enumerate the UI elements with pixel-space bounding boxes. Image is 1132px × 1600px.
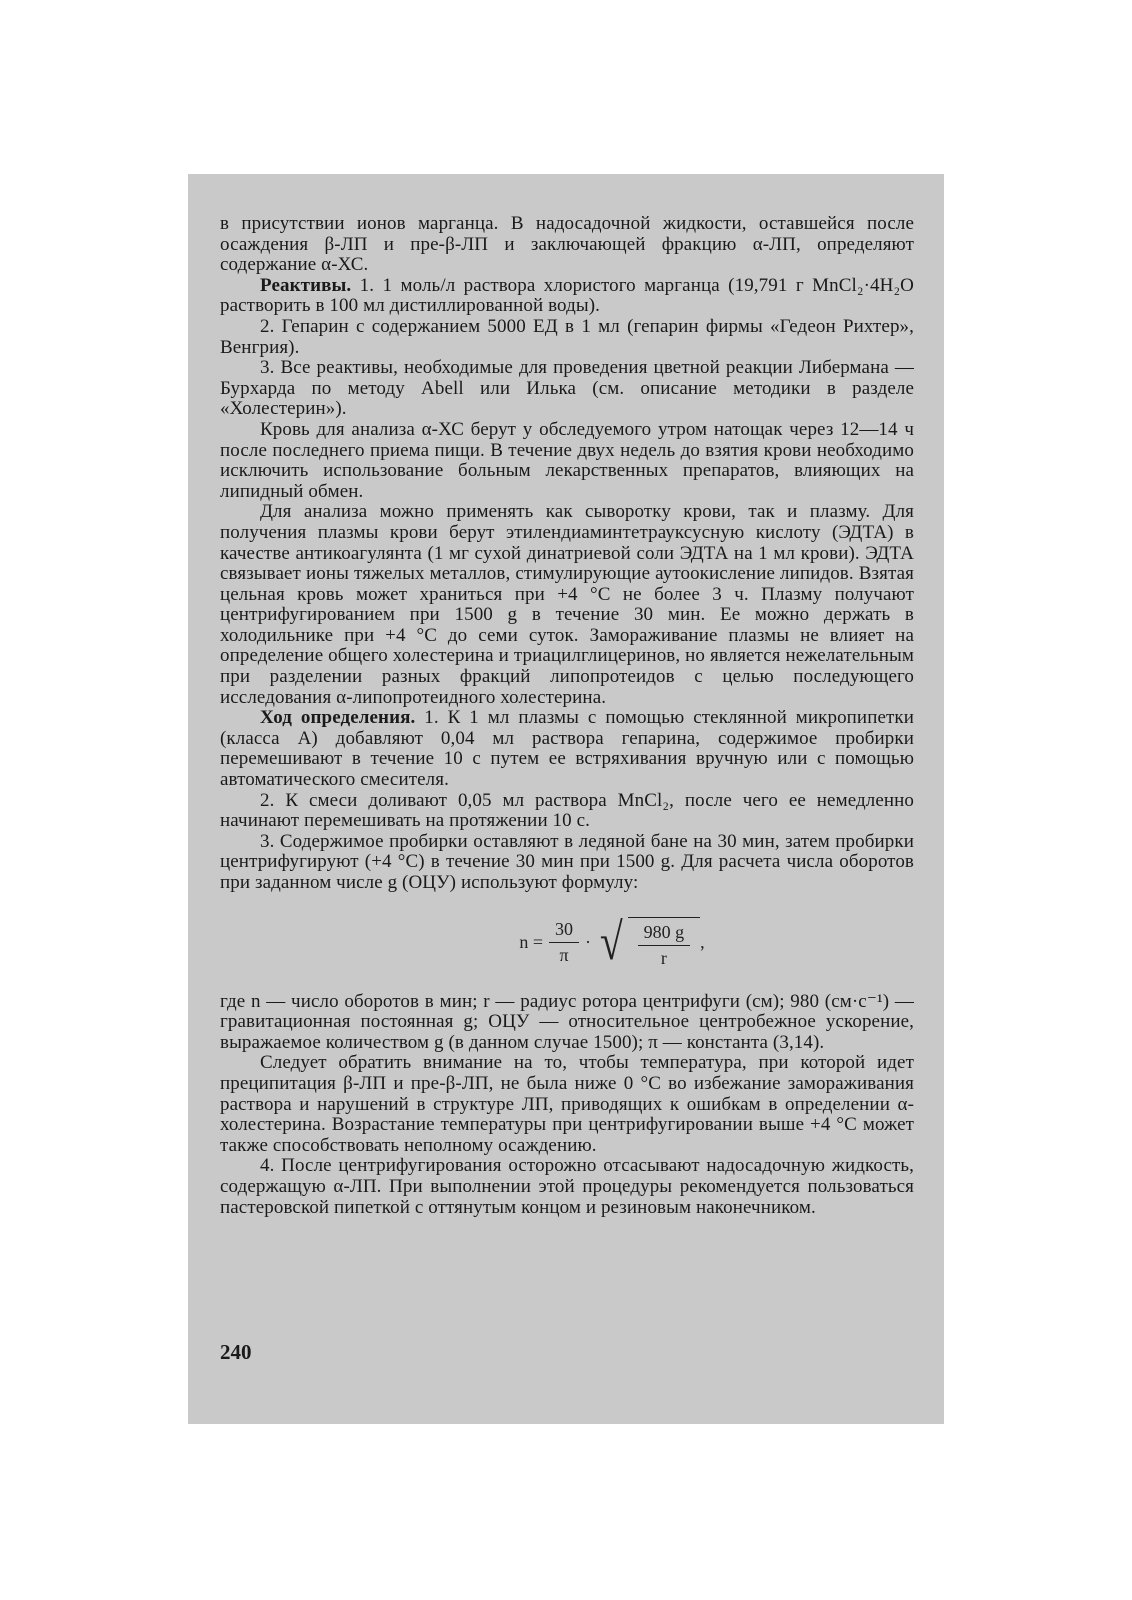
paragraph-procedure-1: Ход определения. 1. К 1 мл плазмы с помощью стеклянной микропипетки (класса А) добавляют 0,04 мл раствора гепарина, содержимое пробирки перемешивают в течение 10 с путем ее встряхивания вручную или с помощью автоматического смесителя.: [220, 707, 915, 791]
paragraph-procedure-4: 4. После центрифугирования осторожно отсасывают надосадочную жидкость, содержащую α-ЛП. При выполнении этой процедуры рекомендуется пользоваться пастеровской пипеткой с оттянутым концом и резиновым наконечником.: [220, 1155, 914, 1218]
paragraph-intro: в присутствии ионов марганца. В надосадочной жидкости, оставшейся после осаждения β-ЛП и пре-β-ЛП и заключающей фракцию α-ЛП, определяют содержание α-ХС.: [220, 213, 914, 276]
paragraph-plasma: Для анализа можно применять как сыворотку крови, так и плазму. Для получения плазмы крови берут этилендиаминтетрауксусную кислоту (ЭДТА) в качестве антикоагулянта (1 мг сухой динатриевой соли ЭДТА на 1 мл крови). ЭДТА связывает ионы тяжелых металлов, стимулирующие аутоокисление липидов. Взятая цельная кровь может храниться при +4 °С не более 3 ч. Плазму получают центрифугированием при 1500 g в течение 30 мин. Ее можно держать в холодильнике при +4 °С до семи суток. Замораживание плазмы не влияет на определение общего холестерина и триацилглицеринов, но является нежелательным при разделении разных фракций липопротеидов с целью последующего исследования α-липопротеидного холестерина.: [220, 501, 914, 708]
formula-fraction-denominator: π: [559, 945, 569, 966]
formula-lhs: n =: [519, 932, 544, 953]
rpm-formula: [310, 900, 914, 986]
sqrt-icon: √: [599, 913, 623, 971]
formula-sqrt-denominator: r: [660, 947, 667, 968]
paragraph-temperature-note: Следует обратить внимание на то, чтобы температура, при которой идет преципитация β-ЛП и пре-β-ЛП, не была ниже 0 °С во избежание замораживания раствора и нарушений в структуре ЛП, приводящих к ошибкам в определении α-холестерина. Возрастание температуры при центрифугировании выше +4 °С может также способствовать неполному осаждению.: [220, 1052, 914, 1156]
formula-fraction: [549, 919, 579, 966]
paragraph-procedure-3: 3. Содержимое пробирки оставляют в ледяной бане на 30 мин, затем пробирки центрифугируют (+4 °С) в течение 30 мин при 1500 g. Для расчета числа оборотов при заданном числе g (ОЦУ) используют формулу:: [220, 830, 914, 893]
paragraph-blood-sampling: Кровь для анализа α-ХС берут у обследуемого утром натощак через 12—14 ч после последнего приема пищи. В течение двух недель до взятия крови необходимо исключить использование больным лекарственных препаратов, влияющих на липидный обмен.: [220, 418, 914, 502]
formula-sqrt-numerator: 980 g: [638, 922, 691, 946]
page-number: 240: [220, 1340, 252, 1364]
formula-sqrt-fraction: [638, 922, 691, 969]
paragraph-formula-legend: где n — число оборотов в мин; r — радиус ротора центрифуги (см); 980 (см·с⁻¹) — гравитационная постоянная g; ОЦУ — относительное центробежное ускорение, выражаемое количеством g (в данном случае 1500); π — константа (3,14).: [220, 990, 914, 1053]
paragraph-heparin: 2. Гепарин с содержанием 5000 ЕД в 1 мл (гепарин фирмы «Гедеон Рихтер», Венгрия).: [220, 315, 914, 358]
formula-trailing-comma: ,: [700, 932, 705, 953]
formula-fraction-numerator: 30: [549, 919, 579, 943]
formula-multiply-dot: ·: [585, 932, 592, 953]
paragraph-reagents: Реактивы. 1. 1 моль/л раствора хлористого марганца (19,791 г MnCl₂·4H₂O растворить в 100 мл дистиллированной воды).: [220, 274, 914, 317]
book-page: [188, 174, 944, 1424]
paragraph-color-reaction: 3. Все реактивы, необходимые для проведения цветной реакции Либермана — Бурхарда по методу Abell или Илька (см. описание методики в разделе «Холестерин»).: [220, 357, 914, 420]
paragraph-procedure-2: 2. К смеси доливают 0,05 мл раствора MnCl₂, после чего ее немедленно начинают перемешивать на протяжении 10 с.: [220, 789, 914, 832]
formula-radicand: [628, 917, 701, 969]
